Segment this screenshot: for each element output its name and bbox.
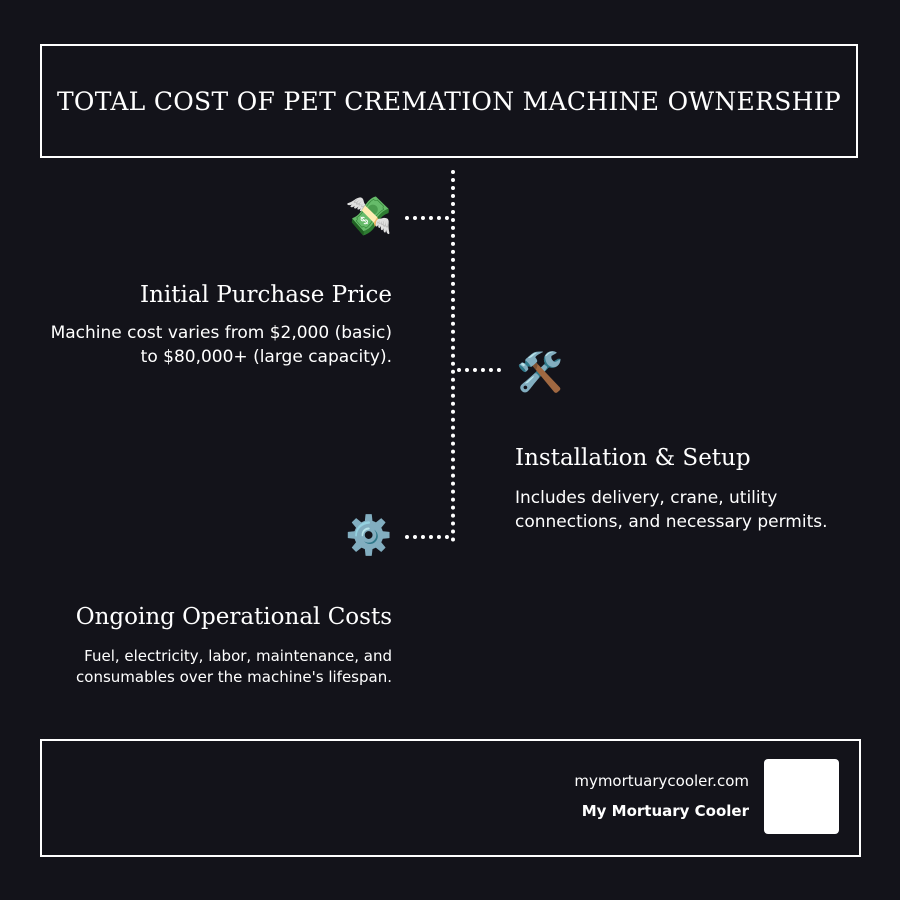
footer-brand: My Mortuary Cooler bbox=[581, 802, 749, 820]
item-heading-installation: Installation & Setup bbox=[515, 445, 751, 471]
item-heading-purchase: Initial Purchase Price bbox=[140, 282, 392, 308]
connector-1 bbox=[405, 216, 449, 220]
item-desc-operational: Fuel, electricity, labor, maintenance, and consumables over the machine's lifespan. bbox=[76, 647, 392, 686]
title-box bbox=[40, 44, 858, 158]
connector-2 bbox=[457, 368, 501, 372]
gear-icon: ⚙️ bbox=[345, 513, 393, 557]
connector-3 bbox=[405, 535, 449, 539]
timeline-line bbox=[451, 170, 455, 542]
brand-logo bbox=[764, 759, 839, 834]
hammer-and-wrench-icon: 🛠️ bbox=[516, 350, 564, 394]
item-desc-purchase: Machine cost varies from $2,000 (basic) to $80,000+ (large capacity). bbox=[50, 323, 392, 367]
item-heading-operational: Ongoing Operational Costs bbox=[75, 604, 392, 630]
money-with-wings-icon: 💸 bbox=[345, 194, 393, 238]
page-title: TOTAL COST OF PET CREMATION MACHINE OWNERSHIP bbox=[56, 86, 842, 116]
footer bbox=[40, 739, 861, 857]
item-desc-installation: Includes delivery, crane, utility connections, and necessary permits. bbox=[515, 488, 828, 532]
footer-url[interactable]: mymortuarycooler.com bbox=[574, 772, 749, 790]
